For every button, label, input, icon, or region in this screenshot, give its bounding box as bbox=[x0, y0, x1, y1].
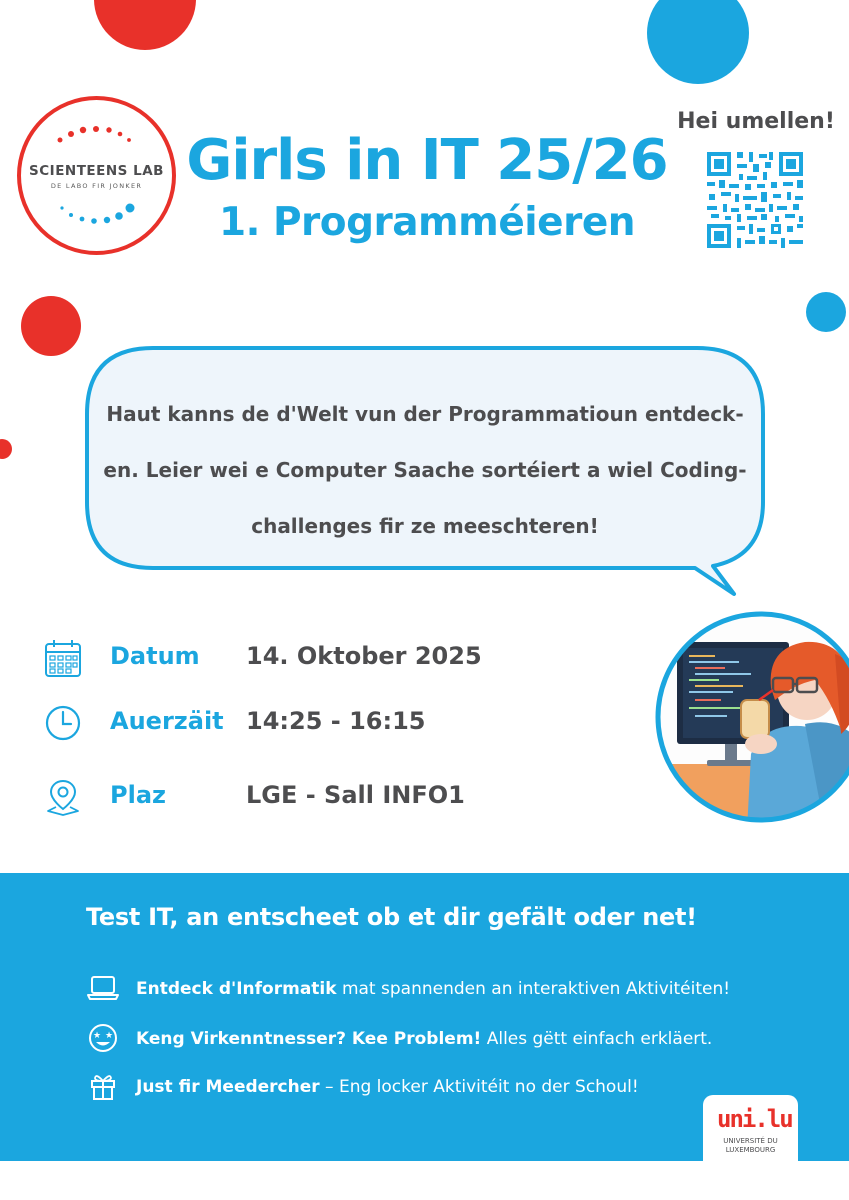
university-name-line: LUXEMBOURG bbox=[725, 1146, 776, 1154]
feature-highlight: Just fir Meedercher bbox=[136, 1077, 320, 1097]
feature-item bbox=[86, 1071, 786, 1103]
svg-text:★: ★ bbox=[92, 1031, 102, 1041]
decorative-red-circle bbox=[21, 296, 81, 356]
speech-bubble bbox=[83, 344, 767, 572]
star-eyes-face-icon bbox=[86, 1023, 120, 1053]
footer-heading: Test IT, an entscheet ob et dir gefält oder net! bbox=[86, 903, 697, 931]
decorative-blue-circle bbox=[806, 292, 846, 332]
location-pin-icon bbox=[44, 777, 82, 817]
feature-description: mat spannenden an interaktiven Aktivitéiten! bbox=[336, 979, 731, 999]
detail-row-location bbox=[44, 773, 604, 821]
feature-text bbox=[136, 1077, 639, 1097]
detail-label: Datum bbox=[110, 642, 200, 670]
bubble-line: challenges fir ze meeschteren! bbox=[251, 514, 599, 538]
feature-highlight: Entdeck d'Informatik bbox=[136, 979, 337, 999]
bubble-line: Haut kanns de d'Welt vun der Programmatioun entdeck- bbox=[106, 402, 744, 426]
logo-tagline: DE LABO FIR JONKER bbox=[50, 182, 143, 190]
detail-label: Auerzäit bbox=[110, 707, 224, 735]
university-logo bbox=[703, 1095, 798, 1165]
university-name bbox=[703, 1137, 798, 1155]
detail-value: LGE - Sall INFO1 bbox=[246, 781, 465, 809]
detail-row-time bbox=[44, 699, 604, 747]
clock-icon bbox=[44, 703, 82, 743]
svg-text:★: ★ bbox=[104, 1031, 114, 1041]
logo-name: SCIENTEENS LAB bbox=[29, 163, 164, 179]
decorative-red-circle bbox=[94, 0, 196, 50]
laptop-icon bbox=[86, 973, 120, 1003]
bubble-description bbox=[103, 386, 747, 554]
feature-text bbox=[136, 1029, 712, 1049]
calendar-icon bbox=[44, 638, 82, 678]
girl-coding-illustration bbox=[655, 604, 849, 830]
detail-value: 14. Oktober 2025 bbox=[246, 642, 482, 670]
decorative-blue-circle bbox=[647, 0, 749, 84]
detail-value: 14:25 - 16:15 bbox=[246, 707, 426, 735]
decorative-red-circle bbox=[0, 439, 12, 459]
gift-icon bbox=[86, 1071, 120, 1101]
footer-panel bbox=[0, 873, 849, 1161]
university-name-line: UNIVERSITÉ DU bbox=[723, 1137, 778, 1145]
feature-description: – Eng locker Aktivitéit no der Schoul! bbox=[319, 1077, 639, 1097]
scienteens-lab-logo bbox=[17, 96, 176, 255]
registration-label: Hei umellen! bbox=[677, 109, 835, 134]
university-logo-mark: uni.lu bbox=[717, 1105, 792, 1133]
bubble-line: en. Leier wei e Computer Saache sortéiert a wiel Coding- bbox=[103, 458, 747, 482]
feature-text bbox=[136, 979, 730, 999]
feature-item bbox=[86, 1023, 786, 1055]
page-title: Girls in IT 25/26 bbox=[186, 128, 668, 193]
feature-item bbox=[86, 973, 786, 1005]
page-subtitle: 1. Programméieren bbox=[218, 200, 636, 245]
registration-qr-code[interactable] bbox=[705, 150, 805, 250]
feature-highlight: Keng Virkenntnesser? Kee Problem! bbox=[136, 1029, 482, 1049]
detail-label: Plaz bbox=[110, 781, 166, 809]
detail-row-date bbox=[44, 634, 604, 682]
feature-description: Alles gëtt einfach erkläert. bbox=[481, 1029, 713, 1049]
